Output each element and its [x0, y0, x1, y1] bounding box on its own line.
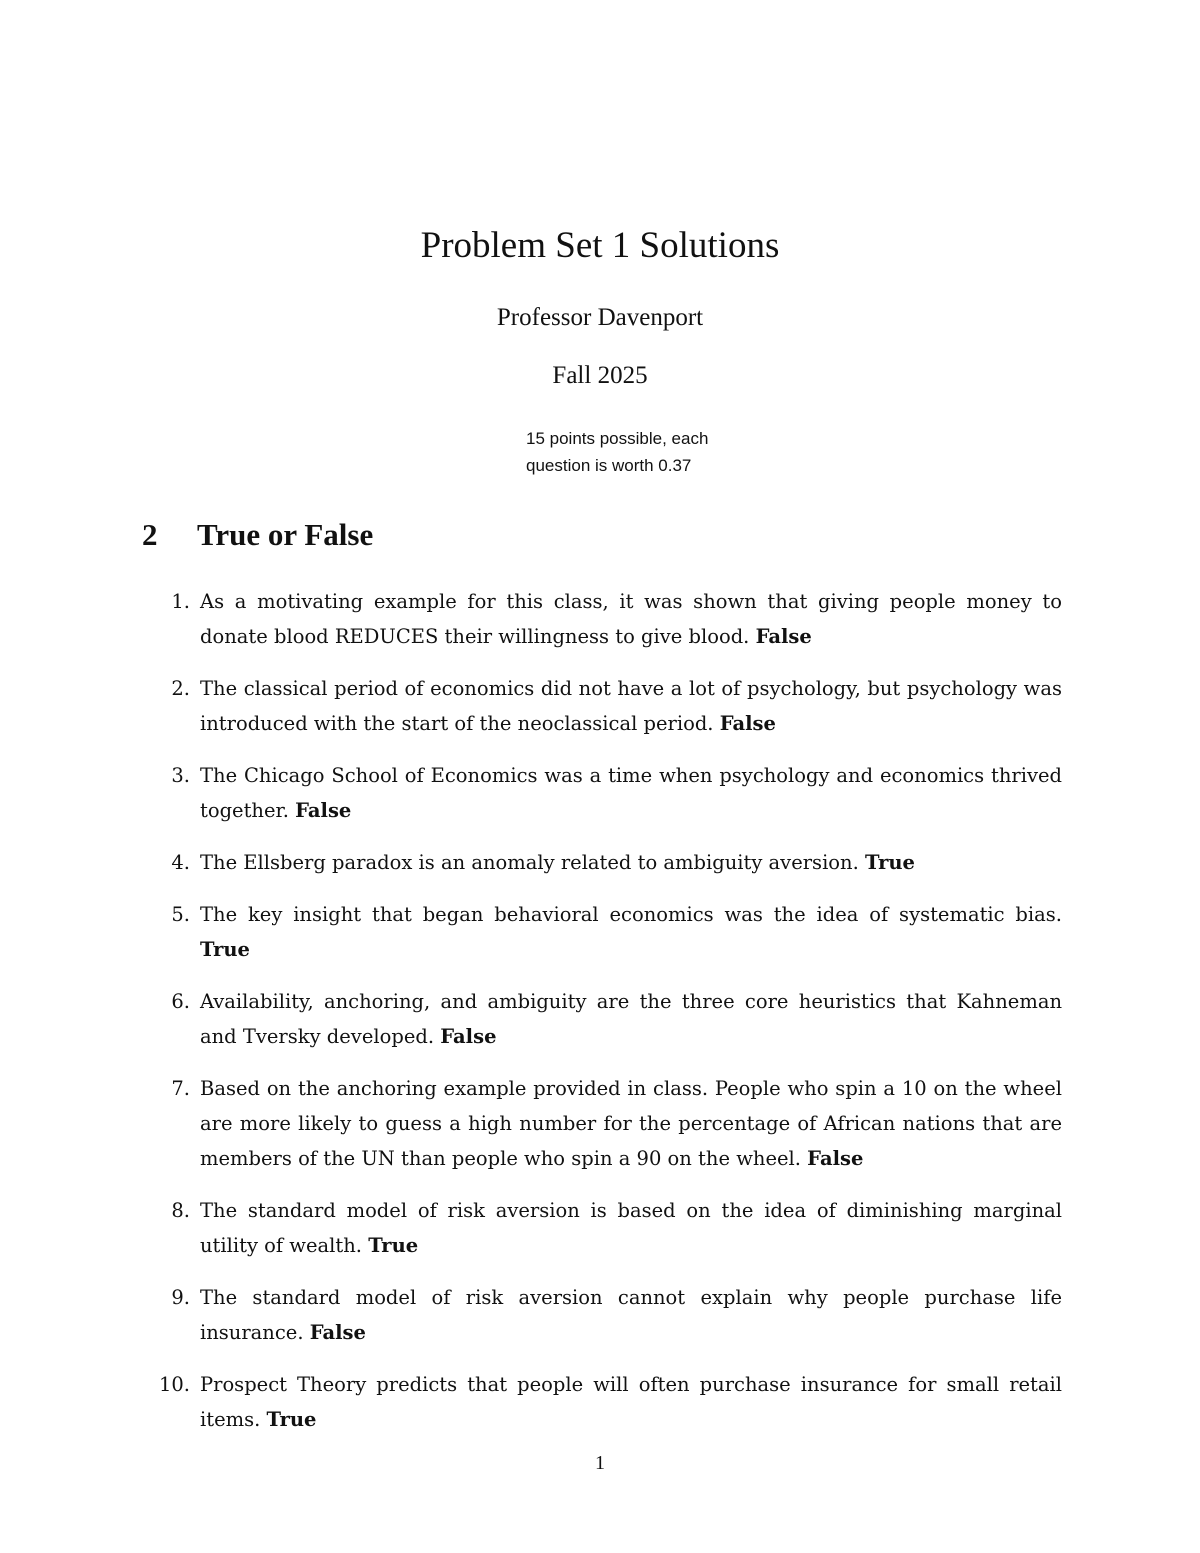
- points-note: [526, 425, 786, 479]
- points-note-line: question is worth 0.37: [526, 456, 692, 475]
- question-text: The classical period of economics did not have a lot of psychology, but psychology was introduced with the start of the neoclassical period.: [200, 677, 1062, 735]
- question-item: [158, 1280, 1062, 1350]
- section-number: 2: [142, 517, 158, 552]
- question-item: [158, 1071, 1062, 1176]
- question-number: 1.: [171, 590, 190, 613]
- question-number: 6.: [171, 990, 190, 1013]
- question-text: The standard model of risk aversion is based on the idea of diminishing marginal utility of wealth.: [200, 1199, 1062, 1257]
- section-heading: [142, 517, 373, 553]
- author: Professor Davenport: [496, 304, 704, 331]
- question-answer: True: [368, 1234, 419, 1257]
- question-answer: True: [266, 1408, 317, 1431]
- question-item: [158, 671, 1062, 741]
- question-answer: False: [755, 625, 812, 648]
- question-item: [158, 845, 1062, 880]
- question-text: Availability, anchoring, and ambiguity are the three core heuristics that Kahneman and Tversky developed.: [200, 990, 1062, 1048]
- question-number: 9.: [171, 1286, 190, 1309]
- question-answer: True: [200, 938, 250, 961]
- question-number: 3.: [171, 764, 190, 787]
- question-number: 5.: [171, 903, 190, 926]
- question-number: 2.: [171, 677, 190, 700]
- question-list: [158, 584, 1062, 1454]
- question-text: The standard model of risk aversion cannot explain why people purchase life insurance.: [200, 1286, 1062, 1344]
- question-text: Based on the anchoring example provided in class. People who spin a 10 on the wheel are more likely to guess a high number for the percentage of African nations that are members of the UN than people who spin a 90 on the wheel.: [200, 1077, 1062, 1170]
- question-number: 8.: [171, 1199, 190, 1222]
- question-number: 7.: [171, 1077, 190, 1100]
- date: Fall 2025: [552, 362, 648, 389]
- question-text: The Ellsberg paradox is an anomaly related to ambiguity aversion.: [200, 851, 859, 874]
- document-title: Problem Set 1 Solutions: [420, 225, 780, 266]
- question-item: [158, 758, 1062, 828]
- question-answer: False: [309, 1321, 366, 1344]
- question-answer: True: [865, 851, 915, 874]
- question-answer: False: [440, 1025, 497, 1048]
- question-answer: False: [807, 1147, 864, 1170]
- question-item: [158, 984, 1062, 1054]
- question-answer: False: [295, 799, 352, 822]
- question-item: [158, 897, 1062, 967]
- points-note-line: 15 points possible, each: [526, 429, 709, 448]
- question-item: [158, 584, 1062, 654]
- question-text: The key insight that began behavioral economics was the idea of systematic bias.: [200, 903, 1062, 926]
- question-text: As a motivating example for this class, it was shown that giving people money to donate blood REDUCES their willingness to give blood.: [200, 590, 1062, 648]
- section-title: True or False: [197, 517, 374, 552]
- question-text: The Chicago School of Economics was a time when psychology and economics thrived together.: [200, 764, 1062, 822]
- question-item: [158, 1193, 1062, 1263]
- page-number: 1: [595, 1452, 605, 1474]
- question-answer: False: [719, 712, 776, 735]
- question-number: 10.: [158, 1373, 190, 1396]
- question-number: 4.: [171, 851, 190, 874]
- question-item: [158, 1367, 1062, 1437]
- question-text: Prospect Theory predicts that people will often purchase insurance for small retail items.: [200, 1373, 1062, 1431]
